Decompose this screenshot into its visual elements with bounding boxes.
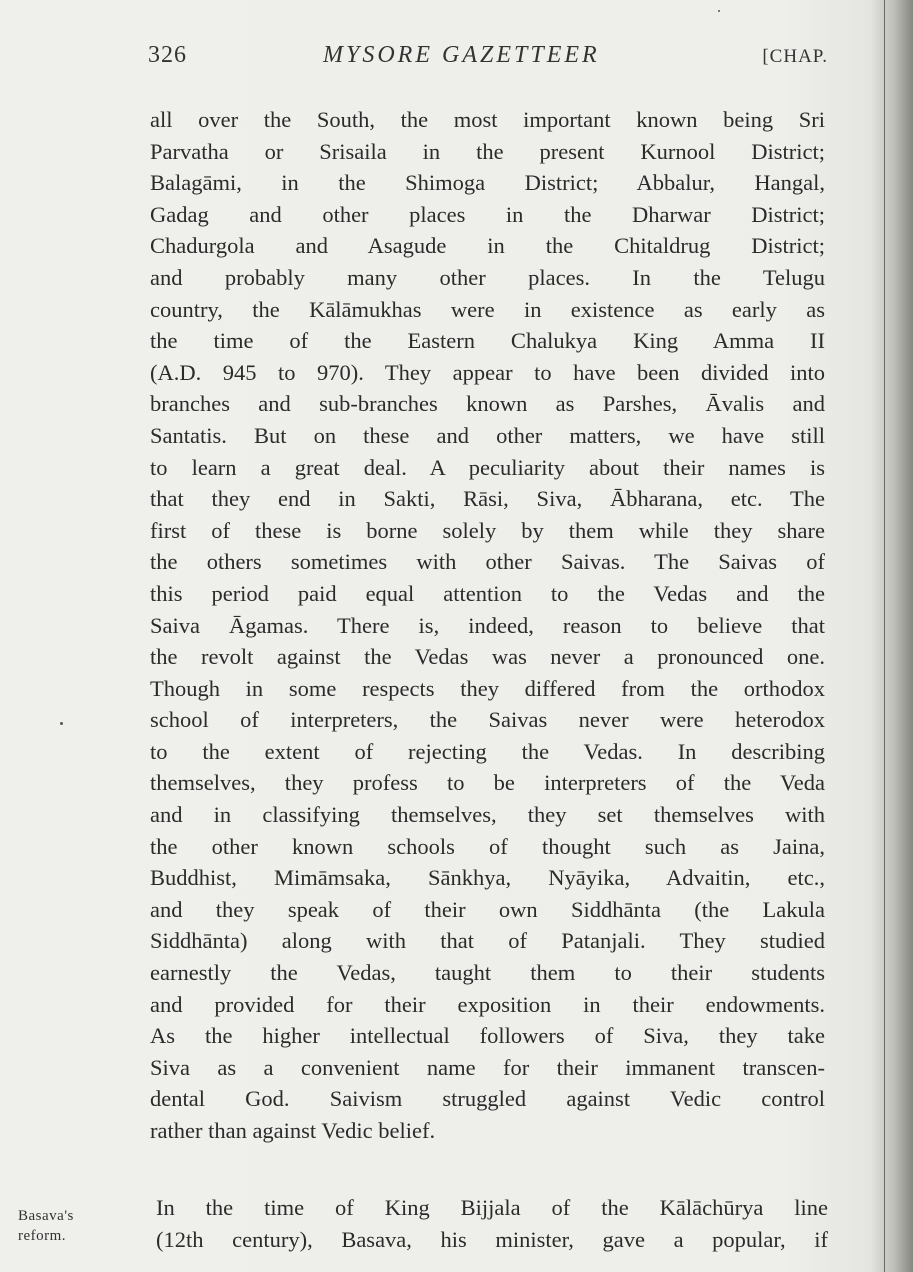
- page-number: 326: [148, 42, 187, 68]
- margin-note-basava: [18, 1206, 74, 1246]
- text-line: the others sometimes with other Saivas. The Saivas of: [150, 549, 825, 575]
- text-line: Chadurgola and Asagude in the Chitaldrug District;: [150, 233, 825, 259]
- paragraph-basava-reform: [156, 1192, 828, 1256]
- running-header: [148, 42, 828, 76]
- text-line: Siddhānta) along with that of Patanjali. They studied: [150, 928, 825, 954]
- text-line: the time of the Eastern Chalukya King Amma II: [150, 328, 825, 354]
- text-line: Though in some respects they differed from the orthodox: [150, 675, 825, 701]
- text-line: country, the Kālāmukhas were in existence as early as: [150, 296, 825, 322]
- text-line: (A.D. 945 to 970). They appear to have been divided into: [150, 359, 825, 385]
- text-line: rather than against Vedic belief.: [150, 1118, 436, 1143]
- text-line: school of interpreters, the Saivas never were heterodox: [150, 707, 825, 733]
- paragraph-kalamukhas: [150, 104, 825, 1147]
- text-line: dental God. Saivism struggled against Vedic control: [150, 1086, 825, 1112]
- text-line: themselves, they profess to be interpreters of the Veda: [150, 770, 825, 796]
- text-line: As the higher intellectual followers of Siva, they take: [150, 1023, 825, 1049]
- ink-speck: [718, 10, 720, 12]
- text-line: Buddhist, Mimāmsaka, Sānkhya, Nyāyika, Advaitin, etc.,: [150, 865, 825, 891]
- text-line: first of these is borne solely by them while they share: [150, 517, 825, 543]
- book-spine-edge: [884, 0, 885, 1272]
- text-line: this period paid equal attention to the Vedas and the: [150, 580, 825, 606]
- text-line: and provided for their exposition in their endowments.: [150, 991, 825, 1017]
- ink-speck: [60, 722, 63, 725]
- text-line: Saiva Āgamas. There is, indeed, reason to believe that: [150, 612, 825, 638]
- text-line: and probably many other places. In the Telugu: [150, 264, 825, 290]
- text-line: all over the South, the most important known being Sri: [150, 107, 825, 132]
- text-line: the revolt against the Vedas was never a pronounced one.: [150, 644, 825, 670]
- text-line: to learn a great deal. A peculiarity about their names is: [150, 454, 825, 480]
- text-line: to the extent of rejecting the Vedas. In describing: [150, 738, 825, 764]
- margin-note-line: reform.: [18, 1228, 67, 1244]
- text-line: and they speak of their own Siddhānta (the Lakula: [150, 896, 825, 922]
- text-line: and in classifying themselves, they set themselves with: [150, 802, 825, 828]
- text-line: In the time of King Bijjala of the Kālāchūrya line: [156, 1195, 828, 1220]
- margin-note-line: Basava's: [18, 1208, 74, 1224]
- text-line: that they end in Sakti, Rāsi, Siva, Ābharana, etc. The: [150, 486, 825, 512]
- running-title: MYSORE GAZETTEER: [323, 42, 600, 68]
- text-line: Santatis. But on these and other matters, we have still: [150, 422, 825, 448]
- text-line: Balagāmi, in the Shimoga District; Abbalur, Hangal,: [150, 170, 825, 196]
- text-line: Siva as a convenient name for their immanent transcen-: [150, 1054, 825, 1080]
- text-line: branches and sub-branches known as Parshes, Āvalis and: [150, 391, 825, 417]
- chapter-label: [CHAP.: [762, 46, 828, 67]
- text-line: Parvatha or Srisaila in the present Kurnool District;: [150, 138, 825, 164]
- text-line: (12th century), Basava, his minister, gave a popular, if: [156, 1227, 828, 1252]
- text-line: the other known schools of thought such as Jaina,: [150, 833, 825, 859]
- book-spine-shadow: [871, 0, 913, 1272]
- text-line: Gadag and other places in the Dharwar District;: [150, 201, 825, 227]
- text-line: earnestly the Vedas, taught them to their students: [150, 960, 825, 986]
